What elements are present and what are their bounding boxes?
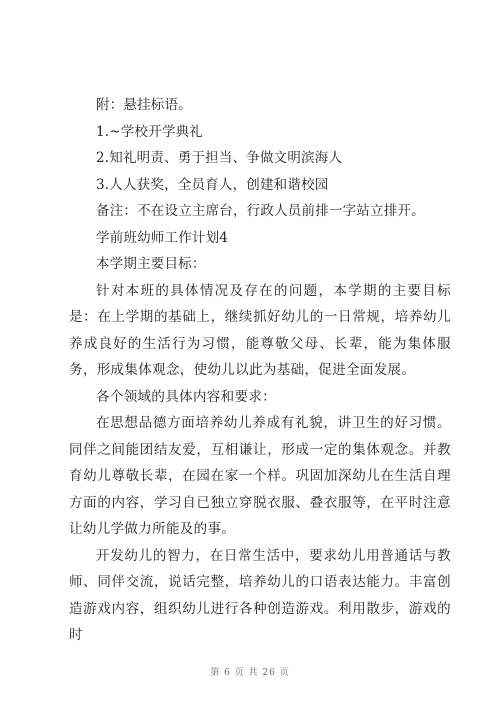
moral-education-paragraph: 在思想品德方面培养幼儿养成有礼貌，讲卫生的好习惯。同伴之间能团结友爱，互相谦让，形成一定的集体观念。并教育幼儿尊敬长辈，在园在家一个样。巩固加深幼儿在生活自理方面的内容，学习自已独立穿脱衣服、叠衣服等，在平时注意让幼儿学做力所能及的事。 (69, 415, 451, 537)
document-body (69, 92, 451, 649)
slogan-item-1: 1.~学校开学典礼 (96, 123, 203, 140)
note-line: 备注：不在设立主席台，行政人员前排一字站立排开。 (96, 203, 425, 219)
intelligence-paragraph: 开发幼儿的智力，在日常生活中，要求幼儿用普通话与教师、同伴交流，说话完整，培养幼儿的口语表达能力。丰富创造游戏内容，组织幼儿进行各种创造游戏。利用散步，游戏的时 (69, 547, 451, 643)
domains-heading: 各个领域的具体内容和要求： (96, 388, 277, 405)
slogan-item-2: 2.知礼明责、勇于担当、争做文明滨海人 (96, 150, 343, 166)
goals-heading: 本学期主要目标： (96, 256, 206, 272)
attachment-heading: 附：悬挂标语。 (96, 97, 192, 113)
section-title: 学前班幼师工作计划4 (96, 229, 229, 246)
page-number-footer: 第 6 页 共 26 页 (210, 668, 290, 678)
goals-paragraph: 针对本班的具体情况及存在的问题，本学期的主要目标是：在上学期的基础上，继续抓好幼儿的一日常规，培养幼儿养成良好的生活行为习惯，能尊敬父母、长辈，能为集体服务，形成集体观念，使幼儿以此为基础，促进全面发展。 (69, 282, 451, 378)
slogan-item-3: 3.人人获奖，全员育人，创建和谐校园 (96, 176, 329, 193)
